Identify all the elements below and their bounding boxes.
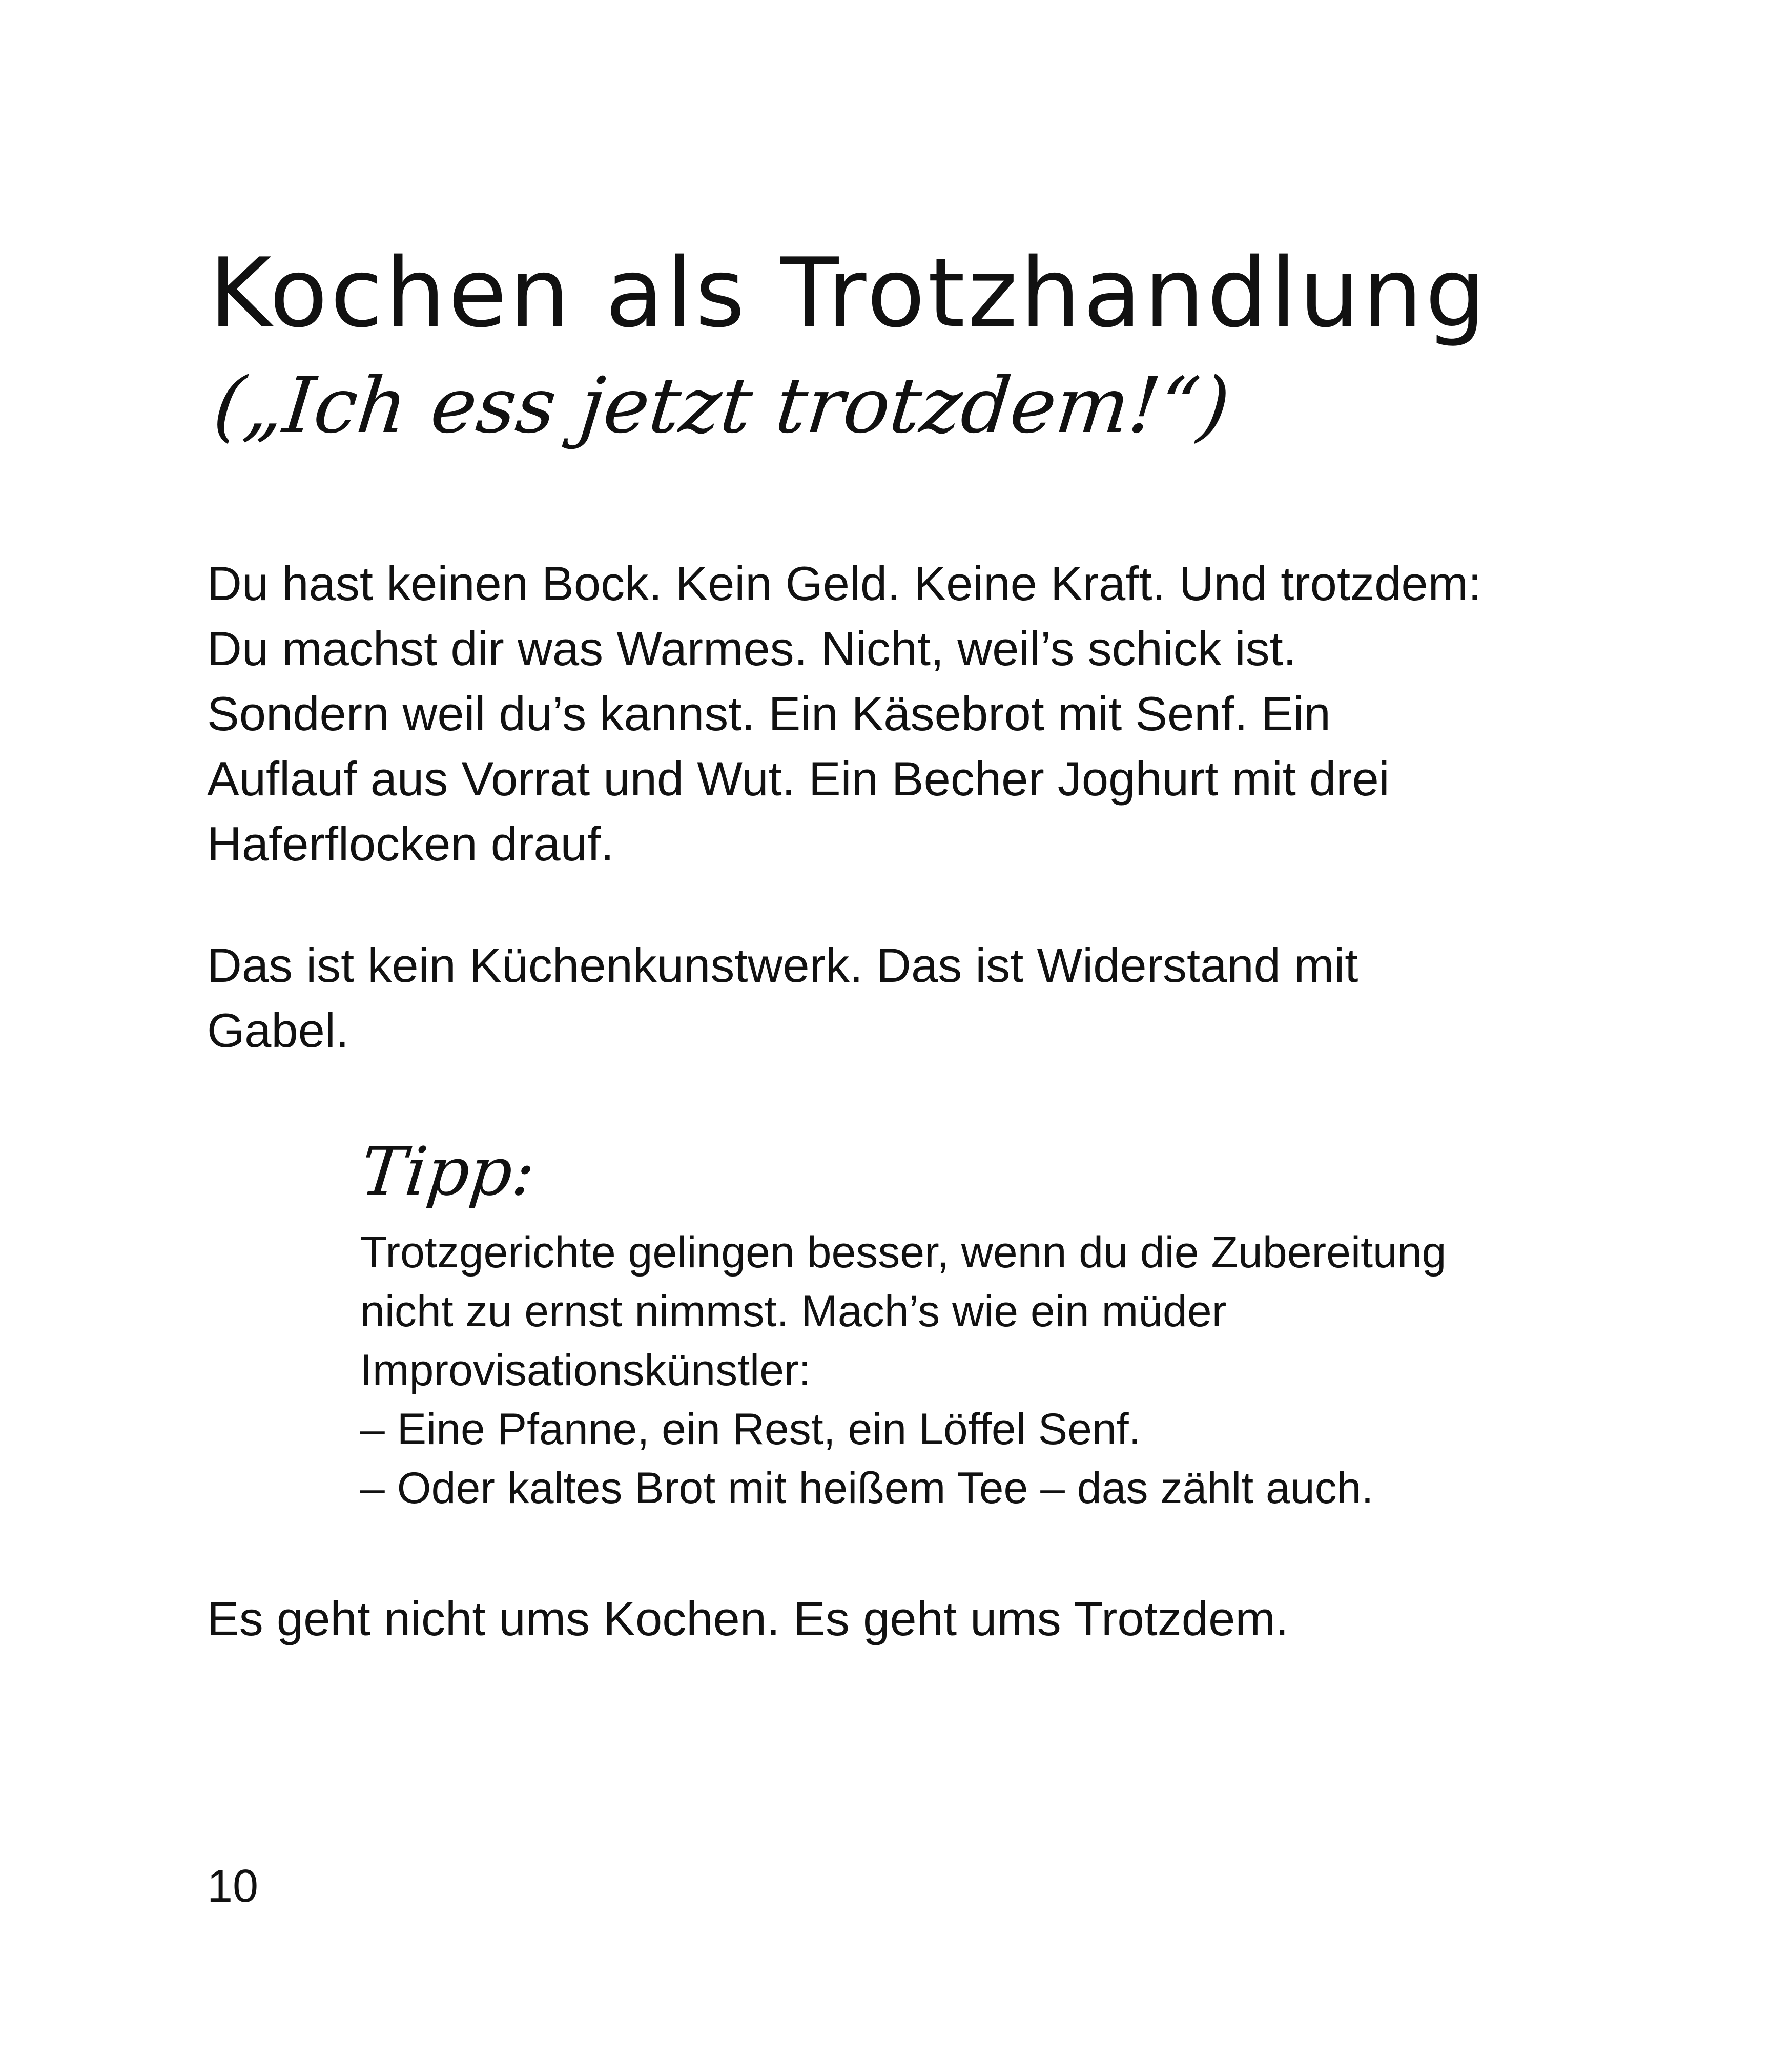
- paragraph-line: Sondern weil du’s kannst. Ein Käsebrot mit Senf. Ein: [207, 687, 1331, 740]
- body-paragraph-intro: [207, 551, 1481, 876]
- paragraph-line: Das ist kein Küchenkunstwerk. Das ist Widerstand mit: [207, 938, 1358, 992]
- tip-body: [360, 1223, 1446, 1518]
- page-subtitle: („Ich ess jetzt trotzdem!“): [209, 361, 1234, 450]
- paragraph-line: Auflauf aus Vorrat und Wut. Ein Becher Joghurt mit drei: [207, 752, 1390, 806]
- tip-heading: Tipp:: [357, 1133, 539, 1210]
- tip-line: Trotzgerichte gelingen besser, wenn du die Zubereitung: [360, 1228, 1447, 1277]
- tip-line: nicht zu ernst nimmst. Mach’s wie ein müder: [360, 1287, 1227, 1336]
- page-title: Kochen als Trotzhandlung: [209, 237, 1489, 348]
- body-paragraph-closing: [207, 1586, 1289, 1651]
- body-paragraph-statement: [207, 933, 1358, 1063]
- tip-list-item: – Oder kaltes Brot mit heißem Tee – das zählt auch.: [360, 1464, 1374, 1513]
- page-number: 10: [207, 1861, 259, 1912]
- paragraph-line: Es geht nicht ums Kochen. Es geht ums Trotzdem.: [207, 1592, 1289, 1645]
- paragraph-line: Du machst dir was Warmes. Nicht, weil’s schick ist.: [207, 622, 1296, 675]
- paragraph-line: Haferflocken drauf.: [207, 817, 614, 871]
- paragraph-line: Gabel.: [207, 1003, 349, 1057]
- tip-line: Improvisationskünstler:: [360, 1346, 811, 1395]
- paragraph-line: Du hast keinen Bock. Kein Geld. Keine Kraft. Und trotzdem:: [207, 557, 1482, 610]
- tip-list-item: – Eine Pfanne, ein Rest, ein Löffel Senf.: [360, 1405, 1141, 1454]
